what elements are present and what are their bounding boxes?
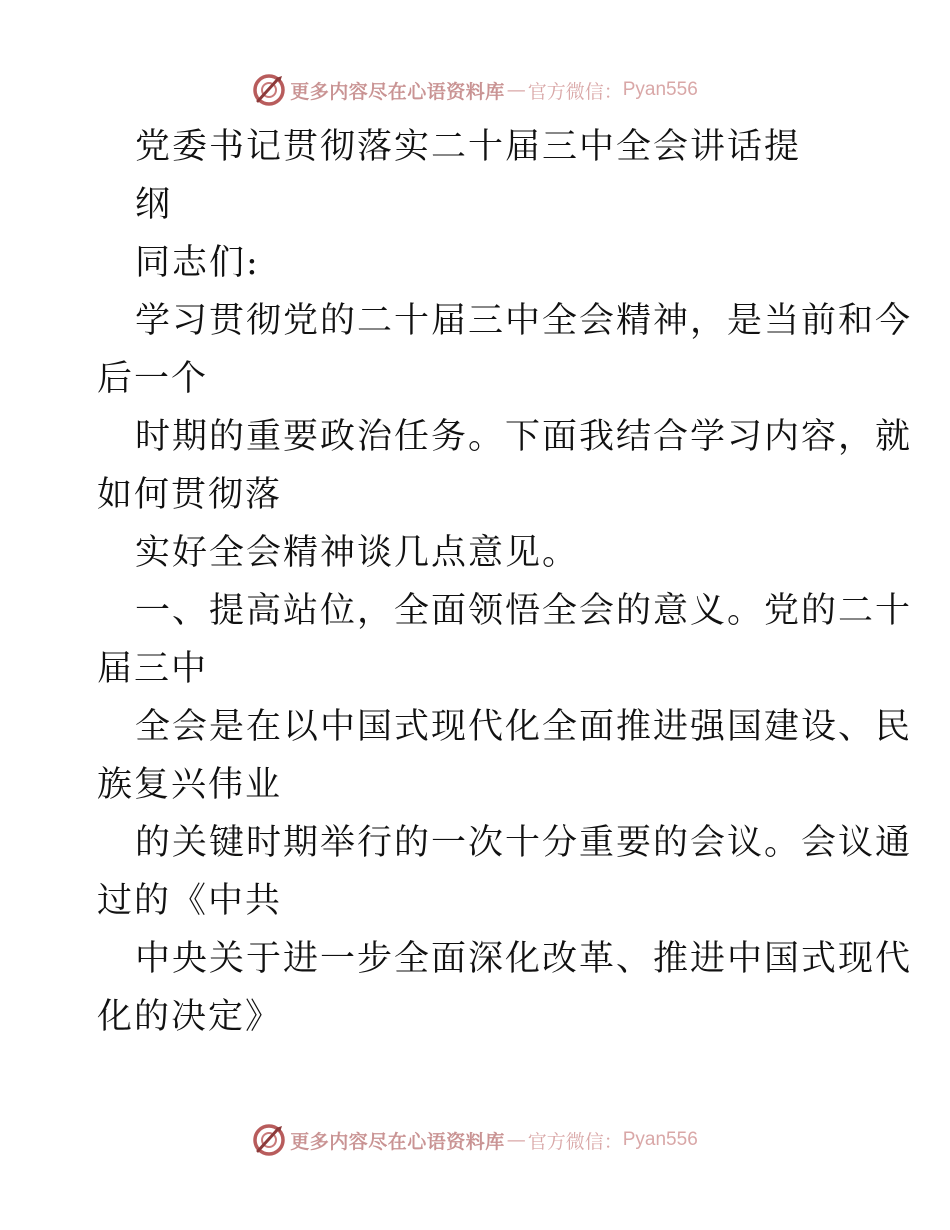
text-line: 的关键时期举行的一次十分重要的会议。会议通 xyxy=(135,823,913,863)
text-line: 实好全会精神谈几点意见。 xyxy=(135,533,580,573)
text-line: 如何贯彻落 xyxy=(97,475,283,515)
watermark-sub-text: 官方微信： xyxy=(527,80,623,103)
text-line: 全会是在以中国式现代化全面推进强国建设、民 xyxy=(135,707,913,747)
text-line: 时期的重要政治任务。下面我结合学习内容，就 xyxy=(135,417,913,457)
text-line: 同志们: xyxy=(135,243,260,283)
watermark-wechat-id: Pyan556 xyxy=(622,1129,698,1150)
text-line: 后一个 xyxy=(97,359,209,399)
watermark-sub-text: 官方微信： xyxy=(527,1130,623,1153)
brush-seal-icon xyxy=(252,1123,286,1157)
text-line: 届三中 xyxy=(97,649,209,689)
text-line: 党委书记贯彻落实二十届三中全会讲话提 xyxy=(135,127,802,167)
footer-watermark xyxy=(0,1120,950,1160)
watermark-wechat-id: Pyan556 xyxy=(622,79,698,100)
header-watermark xyxy=(0,70,950,110)
document-body xyxy=(97,118,913,1046)
text-line: 族复兴伟业 xyxy=(97,765,283,805)
watermark-main-text: 更多内容尽在心语资料库 xyxy=(290,80,505,103)
text-line: 学习贯彻党的二十届三中全会精神，是当前和今 xyxy=(135,301,913,341)
watermark-separator: — xyxy=(506,1129,526,1151)
text-line: 纲 xyxy=(135,185,173,225)
text-line: 一、提高站位，全面领悟全会的意义。党的二十 xyxy=(135,591,913,631)
text-line: 过的《中共 xyxy=(97,881,283,921)
brush-seal-icon xyxy=(252,73,286,107)
watermark-separator: — xyxy=(506,79,526,101)
text-line: 中央关于进一步全面深化改革、推进中国式现代 xyxy=(135,939,913,979)
watermark-main-text: 更多内容尽在心语资料库 xyxy=(290,1130,505,1153)
text-line: 化的决定》 xyxy=(97,997,283,1037)
